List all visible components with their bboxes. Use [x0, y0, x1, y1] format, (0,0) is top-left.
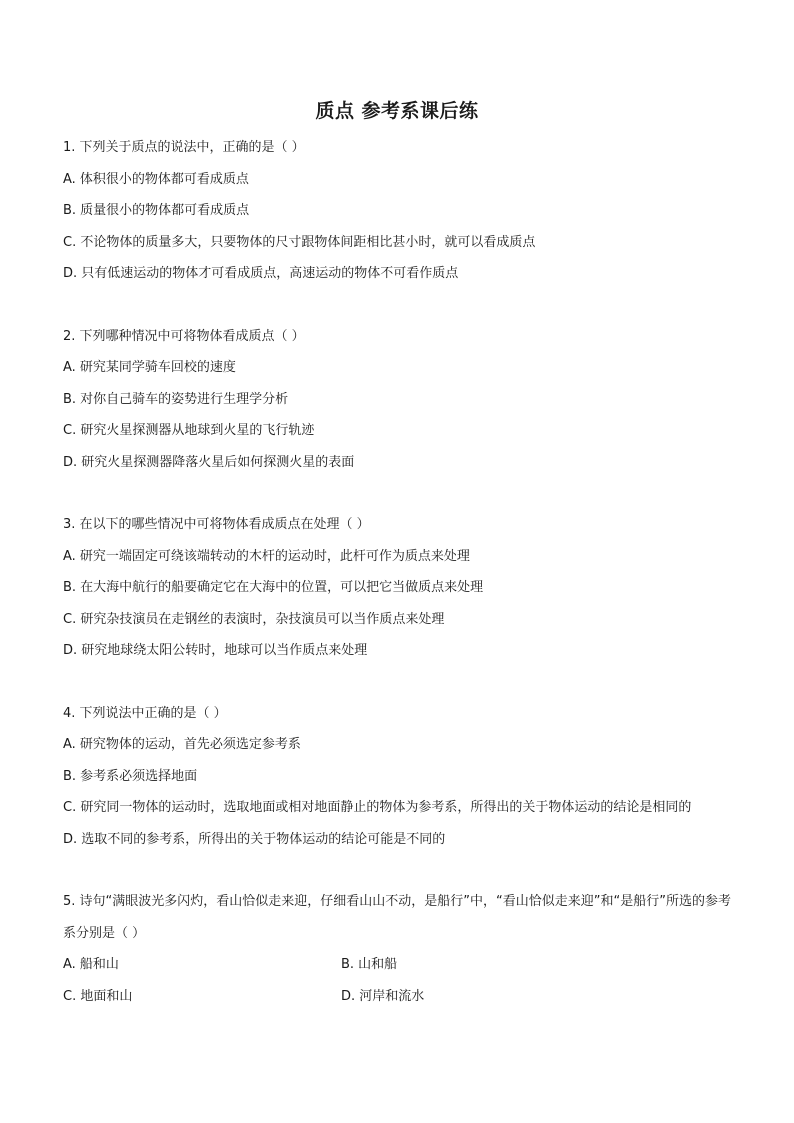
option-c: C. 地面和山: [63, 988, 133, 1004]
question-stem: 2. 下列哪种情况中可将物体看成质点（ ）: [63, 328, 305, 344]
option-b: B. 参考系必须选择地面: [63, 768, 198, 784]
question-stem: 3. 在以下的哪些情况中可将物体看成质点在处理（ ）: [63, 517, 370, 532]
option-b: B. 山和船: [341, 957, 398, 972]
option-d: D. 研究地球绕太阳公转时，地球可以当作质点来处理: [63, 643, 368, 658]
option-b: B. 对你自己骑车的姿势进行生理学分析: [63, 391, 289, 407]
option-d: D. 河岸和流水: [341, 988, 425, 1004]
question-list: [63, 132, 735, 1043]
question-2: [63, 321, 735, 479]
option-c: C. 不论物体的质量多大，只要物体的尺寸跟物体间距相比甚小时，就可以看成质点: [63, 234, 536, 250]
question-stem: 1. 下列关于质点的说法中，正确的是（ ）: [63, 140, 305, 155]
option-d: D. 只有低速运动的物体才可看成质点，高速运动的物体不可看作质点: [63, 266, 459, 281]
question-stem: 4. 下列说法中正确的是（ ）: [63, 705, 227, 721]
question-stem: 5. 诗句“满眼波光多闪灼，看山恰似走来迎，仔细看山山不动，是船行”中，“看山恰似走来迎”和“是船行”所选的参考系分别是（ ）: [63, 894, 731, 941]
option-b: B. 在大海中航行的船要确定它在大海中的位置，可以把它当做质点来处理: [63, 580, 484, 595]
option-c: C. 研究同一物体的运动时，选取地面或相对地面静止的物体为参考系，所得出的关于物体运动的结论是相同的: [63, 800, 692, 815]
question-4: [63, 698, 735, 856]
option-b: B. 质量很小的物体都可看成质点: [63, 203, 250, 218]
question-3: [63, 509, 735, 667]
option-a: A. 研究某同学骑车回校的速度: [63, 360, 236, 375]
option-a: A. 体积很小的物体都可看成质点: [63, 171, 249, 187]
question-5: [63, 886, 735, 1012]
option-d: D. 研究火星探测器降落火星后如何探测火星的表面: [63, 454, 355, 470]
question-1: [63, 132, 735, 290]
page-title: 质点 参考系课后练: [315, 100, 479, 122]
option-grid: [63, 949, 735, 1012]
option-a: A. 船和山: [63, 957, 119, 972]
option-a: A. 研究物体的运动，首先必须选定参考系: [63, 737, 301, 752]
option-c: C. 研究杂技演员在走钢丝的表演时，杂技演员可以当作质点来处理: [63, 611, 445, 627]
option-d: D. 选取不同的参考系，所得出的关于物体运动的结论可能是不同的: [63, 831, 446, 847]
option-a: A. 研究一端固定可绕该端转动的木杆的运动时，此杆可作为质点来处理: [63, 548, 470, 564]
option-c: C. 研究火星探测器从地球到火星的飞行轨迹: [63, 423, 315, 438]
